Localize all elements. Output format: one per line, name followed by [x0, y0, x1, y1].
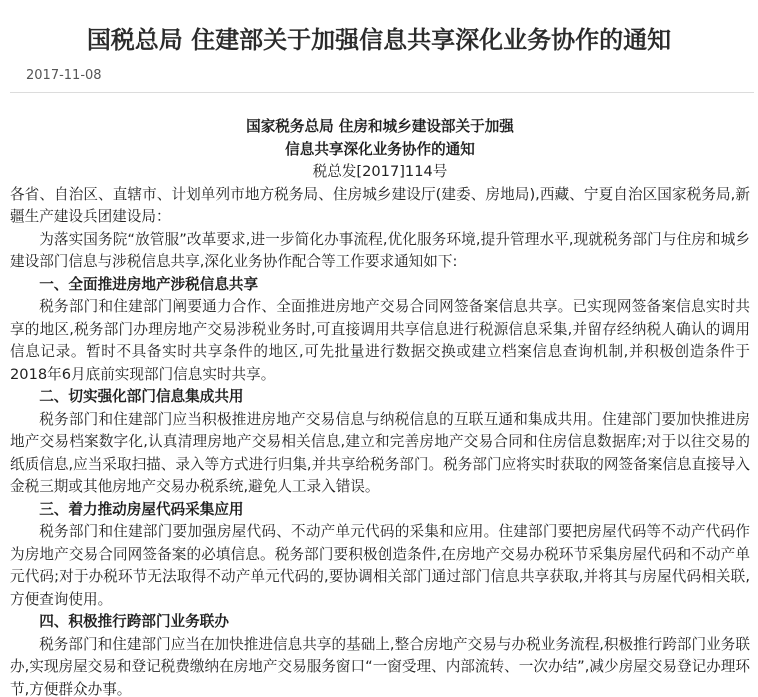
page-title: 国税总局 住建部关于加强信息共享深化业务协作的通知: [86, 26, 672, 54]
intro-paragraph: 为落实国务院“放管服”改革要求,进一步简化办事流程,优化服务环境,提升管理水平,现就税务部门与住房和城乡建设部门信息与涉税信息共享,深化业务协作配合等工作要求通知如下:: [10, 230, 750, 270]
section-body-2: 税务部门和住建部门应当积极推进房地产交易信息与纳税信息的互联互通和集成共用。住建部门要加快推进房地产交易档案数字化,认真清理房地产交易相关信息,建立和完善房地产交易合同和住房信息数据库;对于以往交易的纸质信息,应当采取扫描、录入等方式进行归集,并共享给税务部门。税务部门应将实时获取的网签备案信息直接导入金税三期或其他房地产交易办税系统,避免人工录入错误。: [10, 410, 750, 495]
section-body-3: 税务部门和住建部门要加强房屋代码、不动产单元代码的采集和应用。住建部门要把房屋代码等不动产代码作为房地产交易合同网签备案的必填信息。税务部门要积极创造条件,在房地产交易办税环节采集房屋代码和不动产单元代码;对于办税环节无法取得不动产单元代码的,要协调相关部门通过部门信息共享获取,并将其与房屋代码相关联,方便查询使用。: [10, 523, 750, 608]
doc-title-line-2: 信息共享深化业务协作的通知: [285, 140, 475, 158]
section-body-4: 税务部门和住建部门应当在加快推进信息共享的基础上,整合房地产交易与办税业务流程,积极推行跨部门业务联办,实现房屋交易和登记税费缴纳在房地产交易服务窗口“一窗受理、内部流转、一次办结”,减少房屋交易登记办理环节,方便群众办事。: [10, 635, 750, 697]
publish-date: 2017-11-08: [26, 68, 102, 83]
section-heading-1: 一、全面推进房地产涉税信息共享: [39, 275, 259, 293]
section-heading-4: 四、积极推行跨部门业务联办: [39, 613, 229, 630]
section-heading-2: 二、切实强化部门信息集成共用: [39, 388, 244, 405]
doc-title-line-1: 国家税务总局 住房和城乡建设部关于加强: [246, 118, 514, 135]
addressees: 各省、自治区、直辖市、计划单列市地方税务局、住房城乡建设厅(建委、房地局),西藏、宁夏自治区国家税务局,新疆生产建设兵团建设局：: [10, 185, 750, 225]
article-body: [10, 116, 750, 697]
header-divider: [10, 92, 754, 93]
section-heading-3: 三、着力推动房屋代码采集应用: [39, 500, 244, 518]
section-body-1: 税务部门和住建部门阐要通力合作、全面推进房地产交易合同网签备案信息共享。已实现网签备案信息实时共享的地区,税务部门办理房地产交易涉税业务时,可直接调用共享信息进行税源信息采集,并留存经纳税人确认的调用信息记录。暂时不具备实时共享条件的地区,可先批量进行数据交换或建立档案信息查询机制,并积极创造条件于2018年6月底前实现部门信息实时共享。: [10, 298, 750, 383]
doc-number: 税总发[2017]114号: [312, 163, 448, 180]
